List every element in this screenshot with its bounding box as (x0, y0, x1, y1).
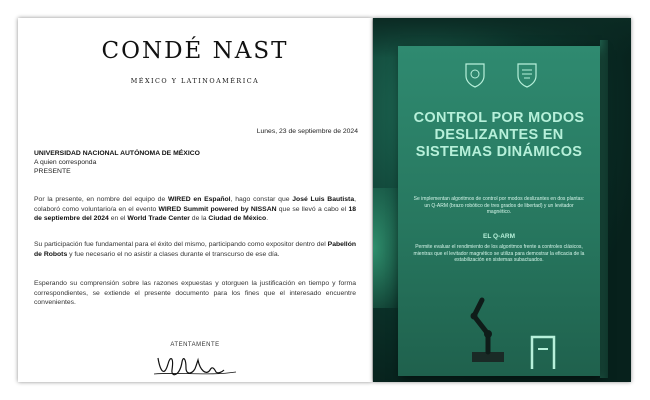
letter-date: Lunes, 23 de septiembre de 2024 (256, 128, 358, 135)
salutation: A quien corresponda (34, 159, 97, 166)
signature-icon (150, 352, 240, 382)
paragraph-2: Su participación fue fundamental para el éxito del mismo, participando como expositor dentro del Pabellón de Robots y fue necesario el no asistir a clases durante el transcurso de ese día. (34, 241, 356, 258)
sign-subtitle: EL Q-ARM (482, 233, 516, 240)
brand-subtitle: MÉXICO Y LATINOAMÉRICA (130, 77, 260, 85)
faculty-seal-icon (516, 62, 538, 88)
sign-description-2: Permite evaluar el rendimiento de los algoritmos frente a controles clásicos, mientras que el levitador magnético se utiliza para demostrar la eficacia de la estabilización en sistemas subactuados. (413, 244, 585, 263)
exhibit-photo (373, 18, 631, 382)
paragraph-3: Esperando su comprensión sobre las razones expuestas y otorguen la justificación en tiempo y forma correspondientes, se extiende el presente documento para los fines que el interesado encuentre convenientes. (34, 280, 356, 306)
brand-logo: CONDÉ NAST (101, 38, 289, 64)
sign-edge (600, 40, 608, 378)
sign-description: Se implementan algoritmos de control por modos deslizantes en dos plantas: un Q-ARM (brazo robótico de tres grados de libertad) y un levitador magnético. (413, 196, 585, 215)
recipient-block (34, 149, 358, 176)
recipient-name: UNIVERSIDAD NACIONAL AUTÓNOMA DE MÉXICO (34, 150, 200, 157)
letter-document (18, 18, 372, 382)
unam-seal-icon (464, 62, 486, 88)
sign-title: CONTROL POR MODOS DESLIZANTES EN SISTEMAS DINÁMICOS (413, 110, 585, 160)
presente: PRESENTE (34, 168, 71, 175)
exhibit-sign (398, 46, 600, 376)
levitator-frame-icon (528, 331, 558, 371)
paragraph-1: Por la presente, en nombre del equipo de WIRED en Español, hago constar que José Luis Bautista, colaboró como voluntario/a en el evento WIRED Summit powered by NISSAN que se llevó a cabo el 18 de septiembre del 2024 en el World Trade Center de la Ciudad de México. (34, 196, 356, 222)
closing-atentamente: ATENTAMENTE (170, 342, 220, 348)
robot-arm-icon (458, 286, 518, 366)
